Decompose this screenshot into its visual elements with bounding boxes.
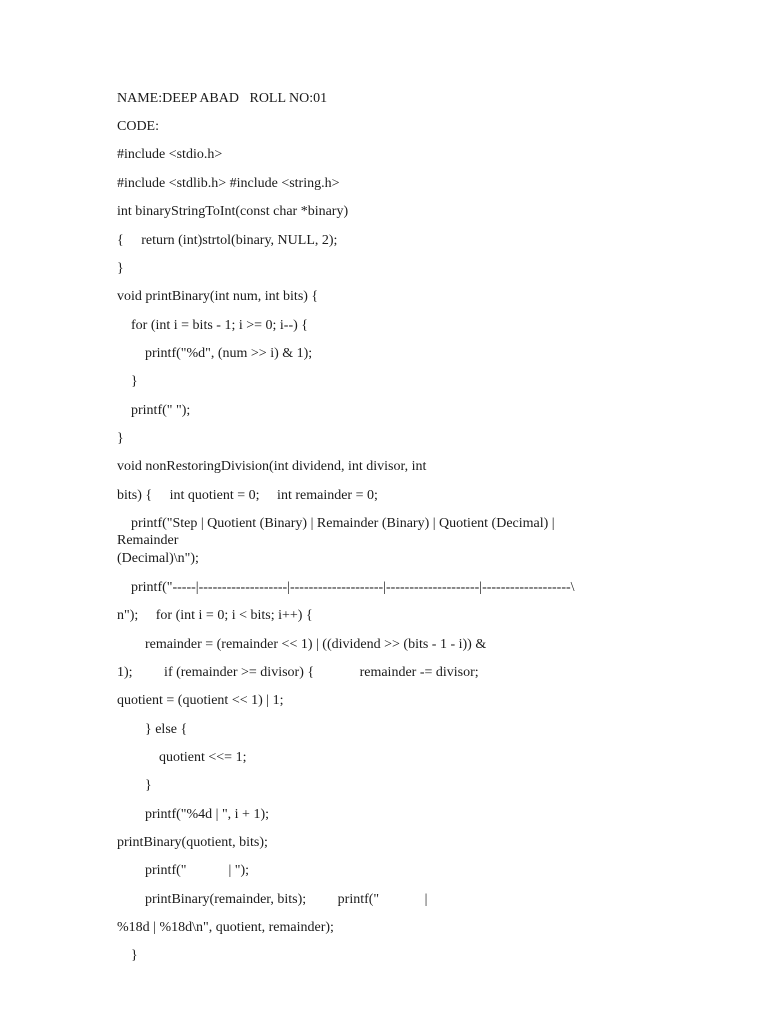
code-line: remainder = (remainder << 1) | ((dividend >> (bits - 1 - i)) & (117, 637, 487, 652)
code-line: } (117, 778, 152, 793)
code-line: } (117, 431, 124, 446)
code-line: int binaryStringToInt(const char *binary) (117, 204, 349, 219)
code-line: printBinary(remainder, bits); printf(" | (117, 892, 428, 907)
code-line: printf(" | "); (117, 863, 250, 878)
code-line: bits) { int quotient = 0; int remainder = 0; (117, 488, 378, 503)
code-line: %18d | %18d\n", quotient, remainder); (117, 920, 334, 935)
code-line: printf("Step | Quotient (Binary) | Remainder (Binary) | Quotient (Decimal) | (117, 516, 555, 531)
code-line: 1); if (remainder >= divisor) { remainder -= divisor; (117, 665, 479, 680)
code-line: #include <stdlib.h> #include <string.h> (117, 176, 340, 191)
code-line: quotient = (quotient << 1) | 1; (117, 693, 284, 708)
code-line: (Decimal)\n"); (117, 551, 199, 566)
code-line: } (117, 948, 138, 963)
code-line: printf("%d", (num >> i) & 1); (117, 346, 313, 361)
code-line: void printBinary(int num, int bits) { (117, 289, 319, 304)
code-line: } (117, 374, 138, 389)
code-line: void nonRestoringDivision(int dividend, int divisor, int (117, 459, 427, 474)
code-line: for (int i = bits - 1; i >= 0; i--) { (117, 318, 308, 333)
code-line: Remainder (117, 533, 179, 548)
code-line: #include <stdio.h> (117, 147, 223, 162)
code-line: printf("%4d | ", i + 1); (117, 807, 269, 822)
code-line: } else { (117, 722, 188, 737)
code-line: printf("-----|-------------------|--------------------|--------------------|-------------------\ (117, 580, 575, 595)
code-line: } (117, 261, 124, 276)
text-line-name-roll: NAME:DEEP ABAD ROLL NO:01 (117, 91, 328, 106)
text-line-code-label: CODE: (117, 119, 159, 134)
code-line: n"); for (int i = 0; i < bits; i++) { (117, 608, 313, 623)
code-line: quotient <<= 1; (117, 750, 247, 765)
code-line: printf(" "); (117, 403, 191, 418)
code-line: printBinary(quotient, bits); (117, 835, 268, 850)
code-line: { return (int)strtol(binary, NULL, 2); (117, 233, 338, 248)
